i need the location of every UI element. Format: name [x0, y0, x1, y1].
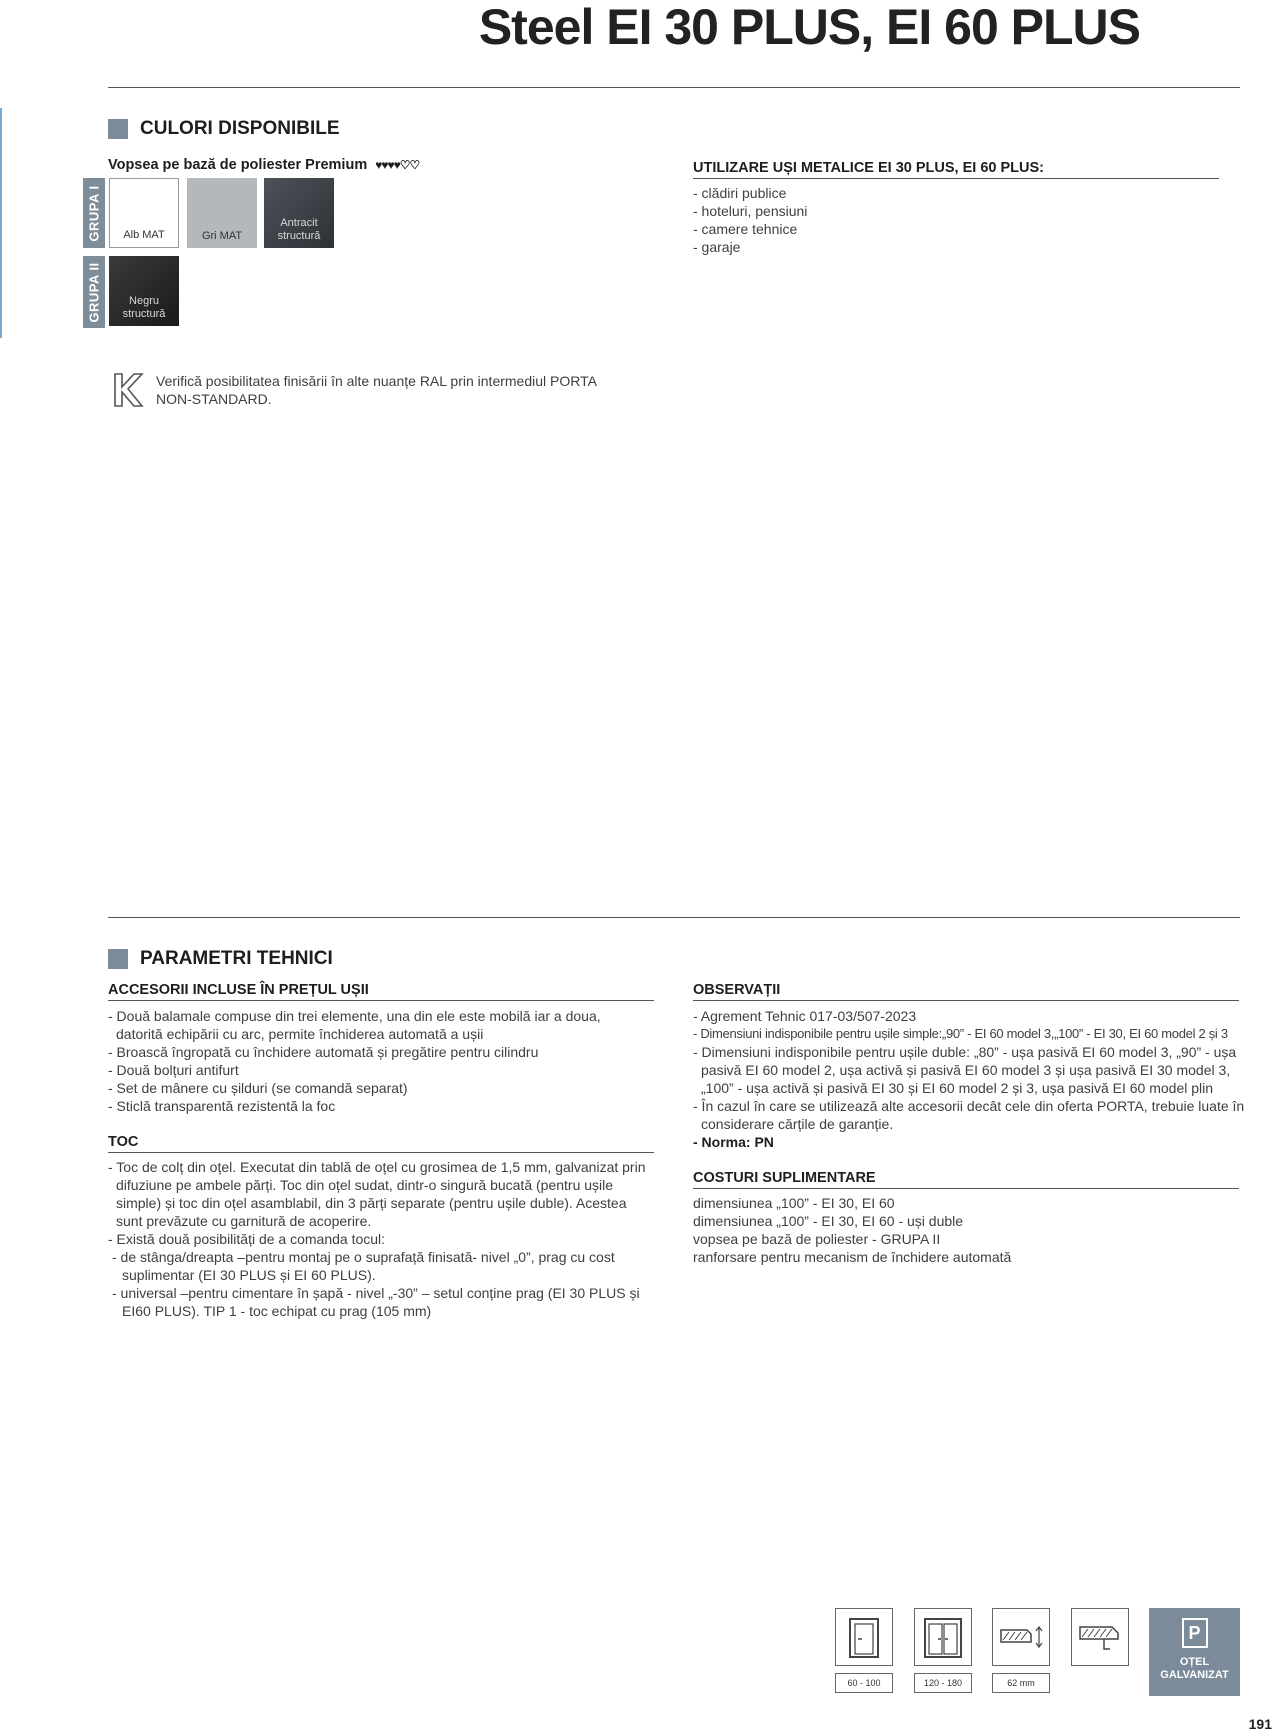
list-item: - Broască îngropată cu închidere automată și pregătire pentru cilindru [108, 1044, 539, 1060]
list-item: simple) și toc din oțel asamblabil, din 3 părți separate (pentru ușile duble). Acestea [116, 1195, 627, 1211]
usage-heading: UTILIZARE UȘI METALICE EI 30 PLUS, EI 60 PLUS: [693, 160, 1219, 179]
rating-hearts-icon: ♥♥♥♥♡♡ [375, 158, 420, 172]
list-item: - universal –pentru cimentare în șapă - nivel „-30” – setul conține prag (EI 30 PLUS și [112, 1285, 640, 1301]
list-item: - Agrement Tehnic 017-03/507-2023 [693, 1008, 917, 1024]
double-door-size-label: 120 - 180 [914, 1673, 972, 1693]
tech-section-heading: PARAMETRI TEHNICI [108, 948, 333, 970]
single-door-size-label: 60 - 100 [835, 1673, 893, 1693]
door-thickness-label: 62 mm [992, 1673, 1050, 1693]
observations-heading: OBSERVAȚII [693, 982, 1239, 1001]
page-edge-accent [0, 108, 2, 338]
list-item: EI60 PLUS). TIP 1 - toc echipat cu prag (105 mm) [122, 1303, 432, 1319]
list-item: ranforsare pentru mecanism de închidere automată [693, 1249, 1012, 1265]
title-divider [108, 87, 1240, 88]
list-item: difuziune pe ambele părți. Toc din oțel sudat, dintr-o singură bucată (pentru ușile [116, 1177, 614, 1193]
frame-profile-icon [1071, 1608, 1129, 1666]
list-item: - Dimensiuni indisponibile pentru ușile duble: „80” - ușa pasivă EI 60 model 3, „90” - ușa [693, 1044, 1237, 1060]
list-item: pasivă EI 60 model 2, ușa activă și pasivă EI 60 model 3 și ușa pasivă EI 30 model 3, [701, 1062, 1231, 1078]
list-item: - garaje [693, 239, 741, 255]
list-item: - Toc de colț din oțel. Executat din tablă de oțel cu grosimea de 1,5 mm, galvanizat prin [108, 1159, 646, 1175]
colors-section-heading: CULORI DISPONIBILE [108, 118, 340, 140]
list-item: - de stânga/dreapta –pentru montaj pe o suprafață finisată- nivel „0”, prag cu cost [112, 1249, 615, 1265]
page-number: 191 [1248, 1716, 1272, 1732]
list-item: sunt prevăzute cu garnitură de acoperire. [116, 1213, 372, 1229]
swatch-antracit-structura[interactable]: Antracit structură [264, 178, 334, 248]
porta-p-icon: P [1182, 1618, 1208, 1648]
list-item: - Două balamale compuse din trei elemente, una din ele este mobilă iar a doua, [108, 1008, 601, 1024]
frame-list [108, 1158, 645, 1320]
extra-costs-heading: COSTURI SUPLIMENTARE [693, 1170, 1239, 1189]
list-item: - În cazul în care se utilizează alte accesorii decât cele din oferta PORTA, trebuie luate în [693, 1098, 1245, 1114]
frame-heading: TOC [108, 1134, 654, 1153]
list-item: vopsea pe bază de poliester - GRUPA II [693, 1231, 941, 1247]
section-square-icon [108, 119, 128, 139]
list-item: - Dimensiuni indisponibile pentru ușile simple:„90” - EI 60 model 3,„100” - EI 30, EI 60 model 2 și 3 [693, 1026, 1228, 1041]
observations-list [693, 1007, 1245, 1151]
list-item: datorită echipării cu arc, permite închiderea automată a ușii [116, 1026, 484, 1042]
list-item: - Set de mânere cu șilduri (se comandă separat) [108, 1080, 408, 1096]
list-item: dimensiunea „100” - EI 30, EI 60 [693, 1195, 895, 1211]
norm-label: - Norma: PN [693, 1134, 774, 1150]
page-title: Steel EI 30 PLUS, EI 60 PLUS [478, 0, 1140, 55]
list-item: suplimentar (EI 30 PLUS și EI 60 PLUS). [122, 1267, 376, 1283]
paint-label: Vopsea pe bază de poliester Premium ♥♥♥♥♡♡ [108, 157, 420, 173]
list-item: dimensiunea „100” - EI 30, EI 60 - uși duble [693, 1213, 964, 1229]
usage-list [693, 184, 807, 256]
list-item: - hoteluri, pensiuni [693, 203, 808, 219]
list-item: considerare cărțile de garanție. [701, 1116, 894, 1132]
ral-note: Verifică posibilitatea finisării în alte nuanțe RAL prin intermediul PORTA NON-STANDARD. [156, 373, 597, 407]
group1-tab: GRUPA I [83, 178, 105, 248]
swatch-negru-structura[interactable]: Negru structură [109, 256, 179, 326]
list-item: „100” - ușa activă și pasivă EI 30 și EI 60 model 2 și 3, ușa pasivă EI 60 model plin [701, 1080, 1214, 1096]
porta-k-icon [112, 372, 144, 408]
swatch-gri-mat[interactable]: Gri MAT [187, 178, 257, 248]
list-item: - camere tehnice [693, 221, 798, 237]
extra-costs-list [693, 1194, 1011, 1266]
section-square-icon [108, 949, 128, 969]
list-item: - Există două posibilități de a comanda tocul: [108, 1231, 386, 1247]
accessories-heading: ACCESORII INCLUSE ÎN PREȚUL UȘII [108, 982, 654, 1001]
single-door-icon [835, 1608, 893, 1666]
accessories-list [108, 1007, 601, 1115]
list-item: - Sticlă transparentă rezistentă la foc [108, 1098, 336, 1114]
door-thickness-icon [992, 1608, 1050, 1666]
tech-divider [108, 917, 1240, 918]
swatch-alb-mat[interactable]: Alb MAT [109, 178, 179, 248]
double-door-icon [914, 1608, 972, 1666]
list-item: - clădiri publice [693, 185, 787, 201]
galvanized-steel-badge: P OȚEL GALVANIZAT [1149, 1608, 1240, 1696]
list-item: - Două bolțuri antifurt [108, 1062, 239, 1078]
group2-tab: GRUPA II [83, 256, 105, 328]
